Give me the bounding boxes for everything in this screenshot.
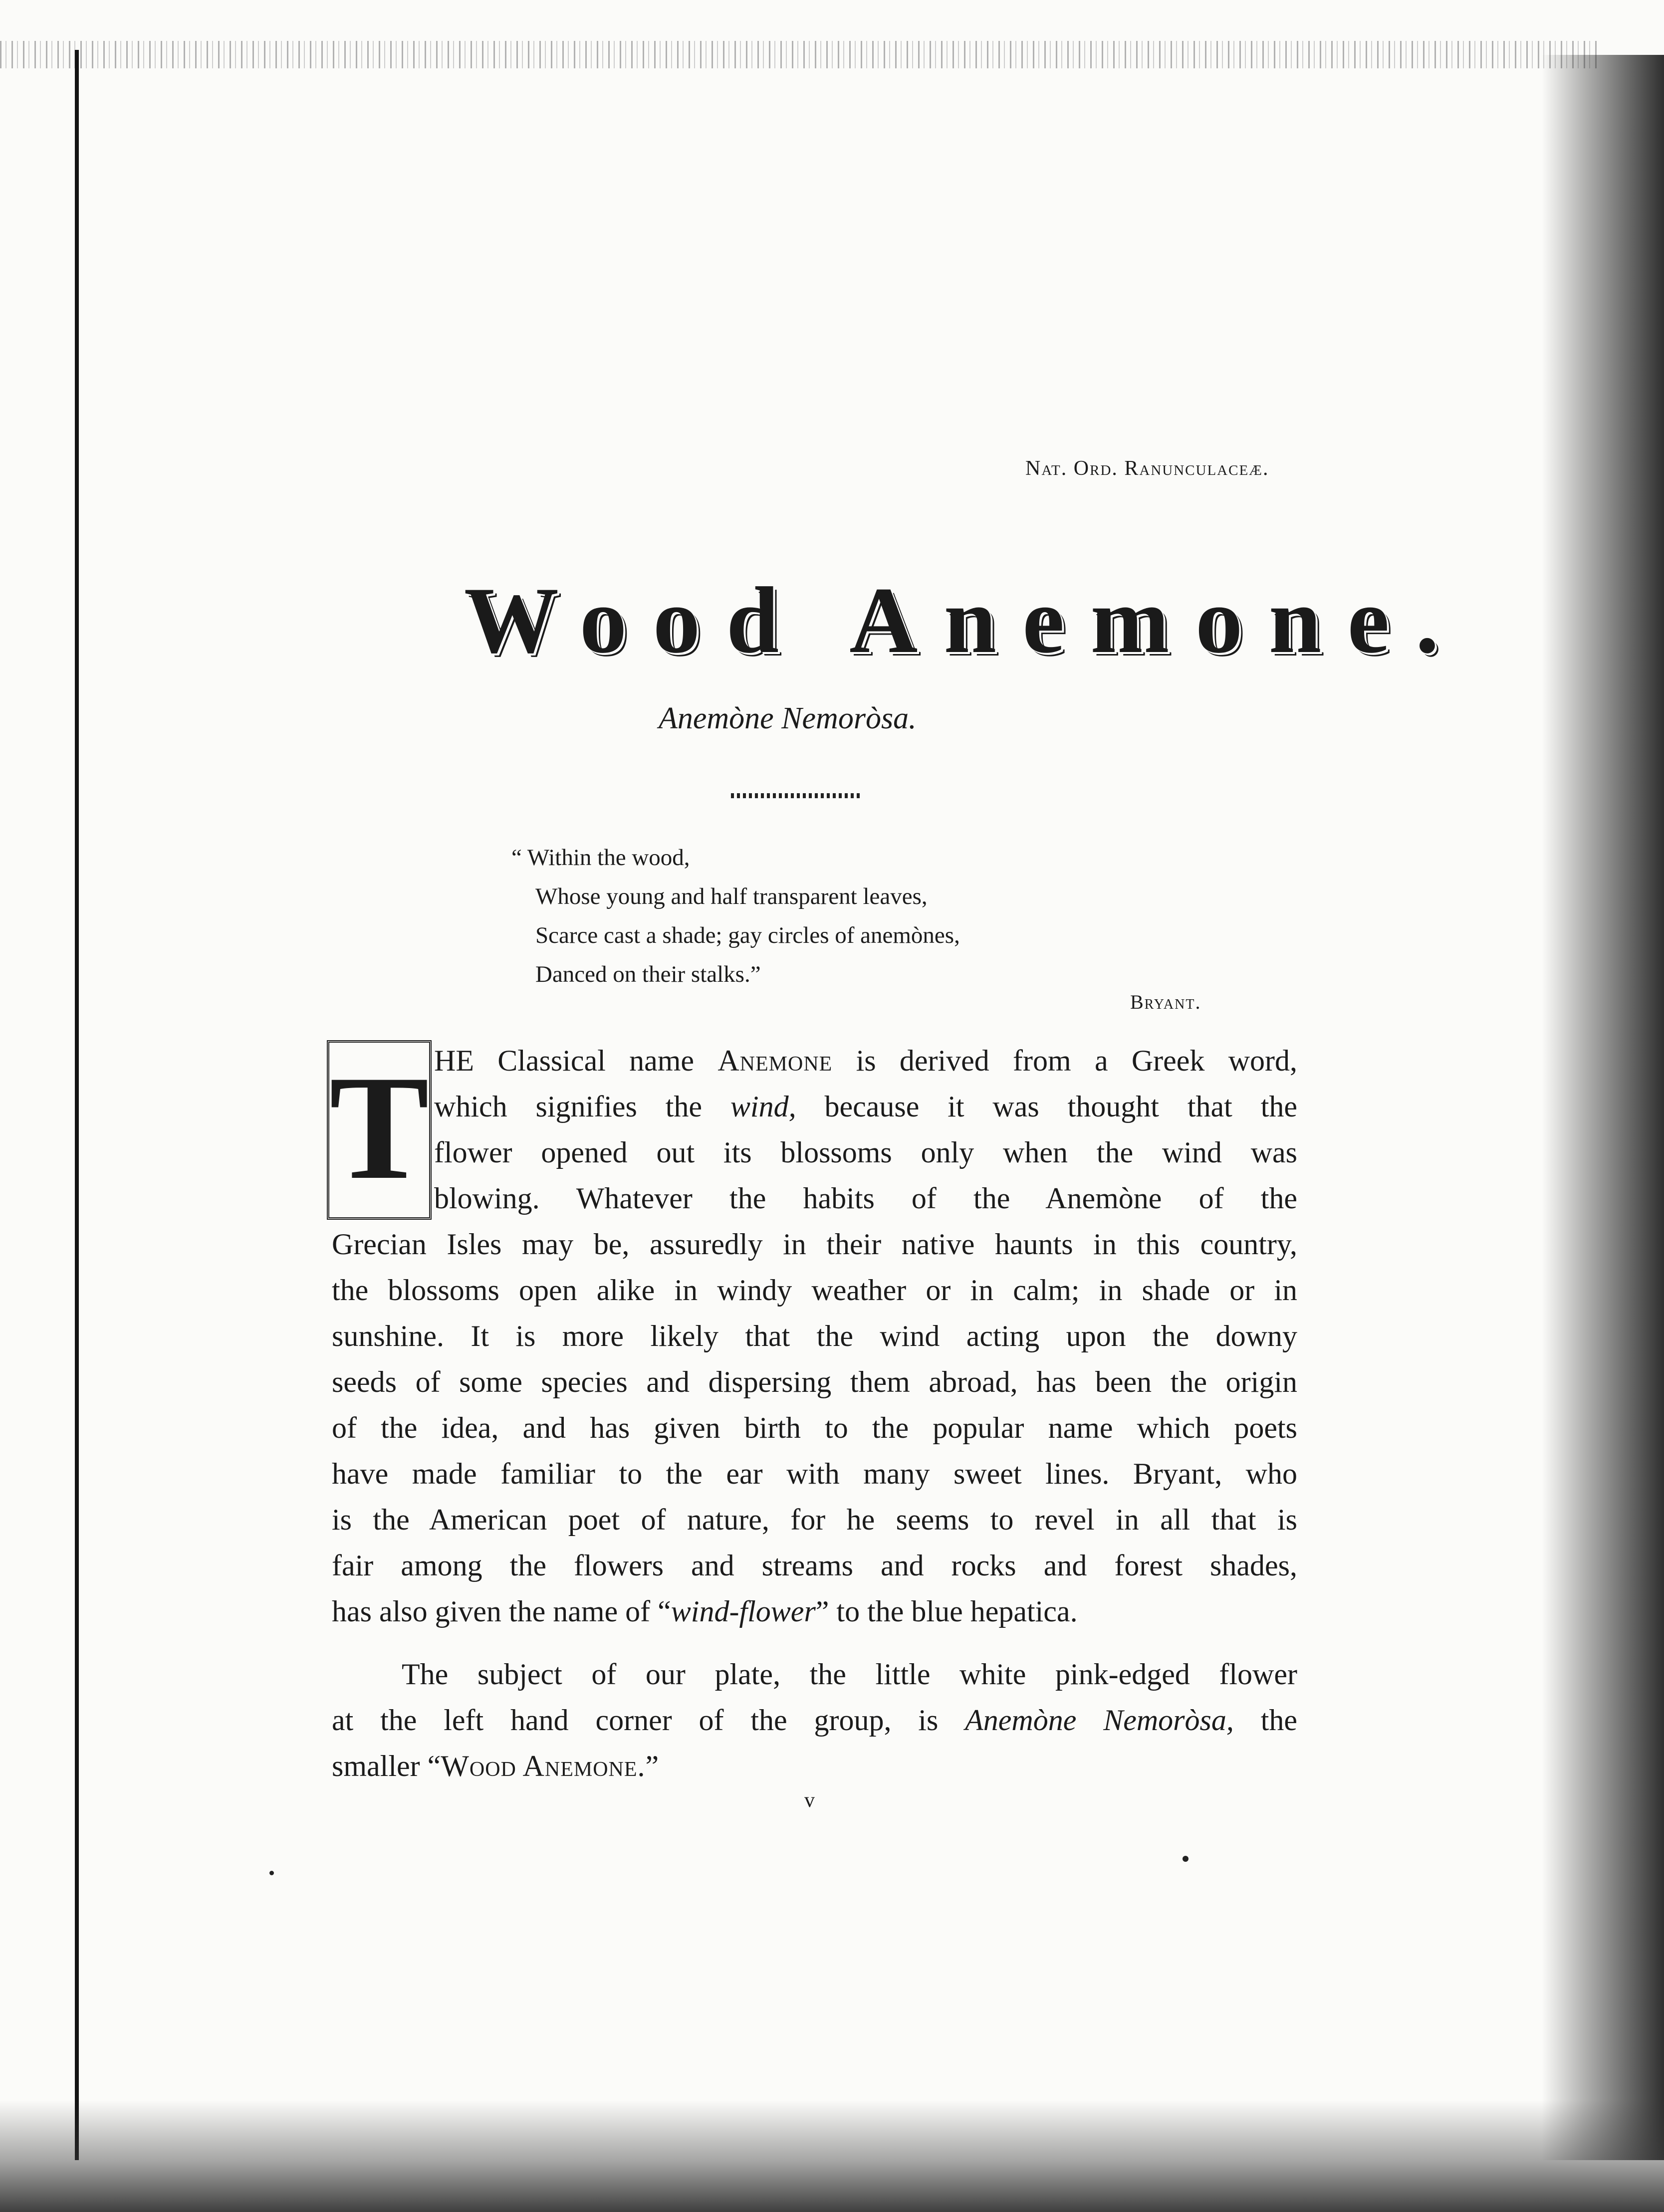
text-line bbox=[332, 1743, 1297, 1789]
text-run: at the left hand corner of the group, is bbox=[332, 1704, 965, 1737]
text-run: wind, bbox=[730, 1090, 796, 1123]
ornamental-drop-cap: T bbox=[327, 1040, 432, 1220]
epigraph bbox=[511, 838, 960, 994]
text-line bbox=[434, 1038, 1297, 1084]
text-run: the blossoms open alike in windy weather or in calm; in shade or in bbox=[332, 1274, 1297, 1307]
text-line bbox=[332, 1697, 1297, 1743]
text-line bbox=[332, 1359, 1297, 1405]
text-run: Grecian Isles may be, assuredly in their native haunts in this country, bbox=[332, 1228, 1297, 1261]
text-run: is the American poet of nature, for he seems to revel in all that is bbox=[332, 1503, 1297, 1536]
text-line bbox=[332, 1588, 1297, 1634]
latin-name: Anemòne Nemoròsa. bbox=[659, 701, 917, 735]
text-run: flower opened out its blossoms only when the wind was bbox=[434, 1136, 1297, 1169]
page-edge-left bbox=[75, 50, 79, 2160]
text-run: which signifies the bbox=[434, 1090, 730, 1123]
text-line bbox=[332, 1451, 1297, 1497]
paragraph-2 bbox=[332, 1651, 1297, 1789]
text-run: ” to the blue hepatica. bbox=[815, 1595, 1078, 1628]
text-run: wind-flower bbox=[671, 1595, 816, 1628]
page-edge-right bbox=[1542, 55, 1664, 2160]
epigraph-line: Scarce cast a shade; gay circles of anemònes, bbox=[535, 922, 960, 948]
text-line bbox=[332, 1221, 1297, 1267]
text-line bbox=[332, 1267, 1297, 1313]
text-run: Wood Anemone. bbox=[441, 1750, 646, 1782]
epigraph-attribution: Bryant. bbox=[1130, 991, 1201, 1013]
text-line bbox=[332, 1497, 1297, 1543]
page-edge-bottom bbox=[0, 2100, 1664, 2212]
natural-order-label: Nat. Ord. Ranunculaceæ. bbox=[1025, 457, 1269, 480]
epigraph-line: “ Within the wood, bbox=[511, 845, 690, 871]
text-run: Anemone bbox=[717, 1044, 833, 1077]
text-line bbox=[434, 1129, 1297, 1175]
text-run: the bbox=[1233, 1704, 1298, 1737]
signature-mark: v bbox=[804, 1789, 815, 1812]
decorative-rule bbox=[731, 793, 861, 798]
epigraph-line: Danced on their stalks.” bbox=[535, 961, 761, 987]
text-line bbox=[332, 1651, 1297, 1697]
text-run: of the idea, and has given birth to the popular name which poets bbox=[332, 1411, 1297, 1444]
page-title: Wood Anemone. bbox=[464, 568, 1465, 673]
paragraph-1-continued bbox=[332, 1221, 1297, 1634]
text-run: is derived from a Greek word, bbox=[832, 1044, 1297, 1077]
text-run: blowing. Whatever the habits of the Anemòne of the bbox=[434, 1182, 1297, 1215]
ink-speck bbox=[269, 1871, 274, 1875]
text-run: fair among the flowers and streams and rocks and forest shades, bbox=[332, 1549, 1297, 1582]
text-run: sunshine. It is more likely that the wind acting upon the downy bbox=[332, 1320, 1297, 1352]
text-line bbox=[332, 1405, 1297, 1451]
text-run: HE Classical name bbox=[434, 1044, 718, 1077]
page-edge-top bbox=[0, 41, 1597, 68]
text-line bbox=[434, 1084, 1297, 1129]
paragraph-1-opening bbox=[434, 1038, 1297, 1221]
text-run: The subject of our plate, the little white pink-edged flower bbox=[402, 1658, 1297, 1691]
text-run: seeds of some species and dispersing them abroad, has been the origin bbox=[332, 1365, 1297, 1398]
text-run: because it was thought that the bbox=[796, 1090, 1297, 1123]
text-run: Anemòne Nemoròsa, bbox=[965, 1704, 1234, 1737]
epigraph-line: Whose young and half transparent leaves, bbox=[535, 884, 928, 909]
ink-speck bbox=[1183, 1856, 1189, 1862]
text-line bbox=[332, 1313, 1297, 1359]
text-run: has also given the name of “ bbox=[332, 1595, 671, 1628]
text-run: have made familiar to the ear with many sweet lines. Bryant, who bbox=[332, 1457, 1297, 1490]
text-run: smaller “ bbox=[332, 1750, 441, 1782]
text-line bbox=[434, 1175, 1297, 1221]
text-line bbox=[332, 1543, 1297, 1588]
text-run: ” bbox=[645, 1750, 659, 1782]
